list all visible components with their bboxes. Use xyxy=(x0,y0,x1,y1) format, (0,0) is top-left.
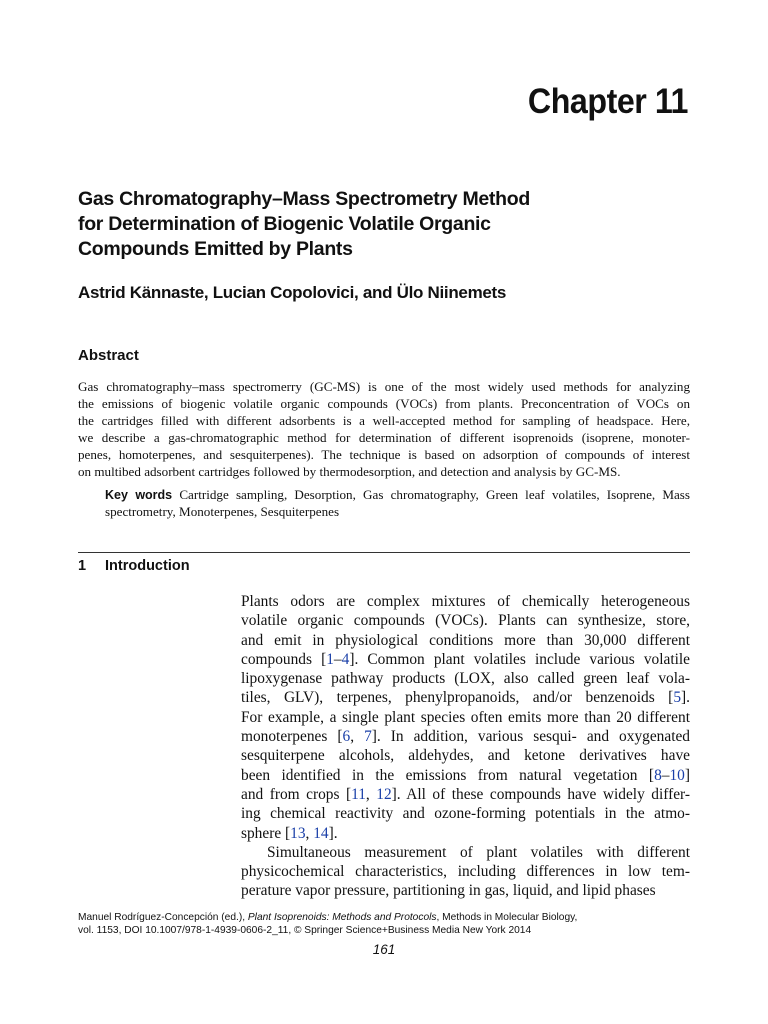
page-number: 161 xyxy=(372,942,396,957)
citation-link[interactable]: 6 xyxy=(342,728,351,746)
introduction-body xyxy=(241,592,690,901)
keywords-label: Key words xyxy=(105,488,173,502)
body-line xyxy=(241,881,690,900)
body-line xyxy=(241,631,690,650)
body-text: compounds [ xyxy=(241,650,327,668)
abstract-line: we describe a gas-chromatographic method for determination of different isoprenoids (isoprene, monoter- xyxy=(78,430,690,446)
body-text: Simultaneous measurement of plant volatiles with different xyxy=(267,843,690,861)
citation-link[interactable]: 12 xyxy=(376,785,392,803)
body-text: perature vapor pressure, partitioning in gas, liquid, and lipid phases xyxy=(241,882,656,900)
body-line xyxy=(241,843,690,862)
body-text: , xyxy=(305,824,314,842)
citation-link[interactable]: 11 xyxy=(351,785,366,803)
body-line xyxy=(241,650,690,669)
body-line xyxy=(241,669,690,688)
footer-line: vol. 1153, DOI 10.1007/978-1-4939-0606-2_11, © Springer Science+Business Media New York 2014 xyxy=(78,924,532,936)
body-line xyxy=(241,862,690,881)
citation-link[interactable]: 13 xyxy=(290,824,306,842)
body-line xyxy=(241,727,690,746)
citation-link[interactable]: 8 xyxy=(654,766,662,784)
title-line: Compounds Emitted by Plants xyxy=(78,238,353,260)
body-text: For example, a single plant species often emits more than 20 different xyxy=(241,708,690,726)
footer-line xyxy=(78,912,690,925)
citation-link[interactable]: 10 xyxy=(669,766,685,784)
body-text: been identified in the emissions from natural vegetation [ xyxy=(241,766,655,784)
section-title: Introduction xyxy=(105,558,190,574)
body-text: – xyxy=(333,650,342,668)
citation-footer xyxy=(78,912,690,937)
citation-link[interactable]: 7 xyxy=(364,728,372,746)
body-line xyxy=(241,708,690,727)
body-line xyxy=(241,611,690,630)
body-line xyxy=(241,688,690,707)
body-line xyxy=(241,746,690,765)
body-text: ]. Common plant volatiles include various volatile xyxy=(349,650,690,668)
body-text: ing chemical reactivity and ozone-forming potentials in the atmo- xyxy=(241,805,690,823)
body-text: ]. All of these compounds have widely differ- xyxy=(391,785,690,803)
citation-link[interactable]: 14 xyxy=(313,824,329,842)
citation-link[interactable]: 4 xyxy=(341,650,350,668)
body-text: and emit in physiological conditions more than 30,000 different xyxy=(241,631,690,649)
abstract-line: Gas chromatography–mass spectromerry (GC-MS) is one of the most widely used methods for analyzing xyxy=(78,379,690,394)
title-line: for Determination of Biogenic Volatile Organic xyxy=(78,213,491,235)
body-text: ] xyxy=(684,766,690,784)
abstract-body xyxy=(78,378,690,481)
body-line xyxy=(241,804,690,823)
footer-series: , Methods in Molecular Biology, xyxy=(436,912,578,923)
section-divider xyxy=(78,552,690,553)
body-text: physicochemical characteristics, including differences in low tem- xyxy=(241,863,690,881)
body-text: ]. xyxy=(328,824,338,842)
body-line xyxy=(241,785,690,804)
paper-title xyxy=(78,187,638,262)
body-text: , xyxy=(350,728,365,746)
abstract-heading: Abstract xyxy=(78,347,139,364)
body-line xyxy=(241,766,690,785)
body-text: ]. xyxy=(681,689,690,707)
body-line xyxy=(241,824,690,843)
keywords-text: Cartridge sampling, Desorption, Gas chromatography, Green leaf volatiles, Isoprene, Mass spectrometry, Monoterpenes, Sesquiterpenes xyxy=(105,487,690,519)
body-line xyxy=(241,592,690,611)
body-text: sesquiterpene alcohols, aldehydes, and ketone derivatives have xyxy=(241,747,690,765)
author-list: Astrid Kännaste, Lucian Copolovici, and Ülo Niinemets xyxy=(78,283,507,302)
body-text: – xyxy=(661,766,670,784)
footer-editor: Manuel Rodríguez-Concepción (ed.), xyxy=(78,912,248,923)
body-text: volatile organic compounds (VOCs). Plants can synthesize, store, xyxy=(241,612,690,630)
body-text: ]. In addition, various sesqui- and oxygenated xyxy=(371,728,691,746)
abstract-line: on multibed adsorbent cartridges followed by thermodesorption, and detection and analysis by GC-MS. xyxy=(78,464,621,480)
keywords-block xyxy=(105,487,690,520)
citation-link[interactable]: 1 xyxy=(326,650,334,668)
title-line: Gas Chromatography–Mass Spectrometry Method xyxy=(78,188,530,210)
abstract-line: the emissions of biogenic volatile organic compounds (VOCs) from plants. Preconcentration of VOCs on xyxy=(78,396,690,412)
abstract-line: penes, homoterpenes, and sesquiterpenes). The technique is based on adsorption of compounds of interest xyxy=(78,447,690,463)
citation-link[interactable]: 5 xyxy=(673,689,682,707)
body-text: , xyxy=(365,785,377,803)
chapter-label: Chapter 11 xyxy=(527,82,688,121)
body-text: monoterpenes [ xyxy=(241,728,343,746)
abstract-line: the cartridges filled with different adsorbents is a well-accepted method for sampling of headspace. Here, xyxy=(78,413,690,429)
body-text: tiles, GLV), terpenes, phenylpropanoids, and/or benzenoids [ xyxy=(241,689,674,707)
body-text: lipoxygenase pathway products (LOX, also called green leaf vola- xyxy=(241,670,690,688)
body-text: and from crops [ xyxy=(241,785,352,803)
footer-book-title: Plant Isoprenoids: Methods and Protocols xyxy=(247,912,437,923)
body-text: sphere [ xyxy=(241,824,291,842)
section-number: 1 xyxy=(78,558,87,574)
body-text: Plants odors are complex mixtures of chemically heterogeneous xyxy=(241,593,690,610)
